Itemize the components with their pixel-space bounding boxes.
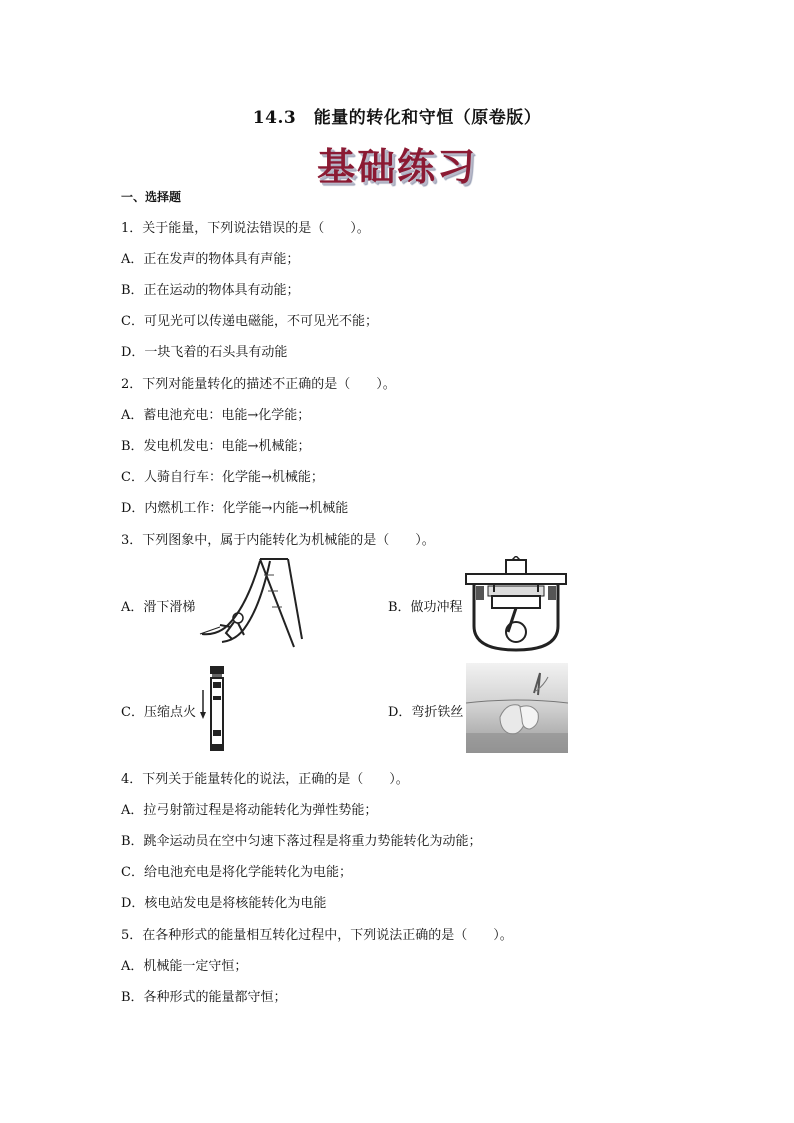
question-2-option-c: C．人骑自行车：化学能→机械能； <box>121 470 324 485</box>
question-4-stem: 4．下列关于能量转化的说法，正确的是（ ）。 <box>121 772 409 787</box>
question-1-option-d: D．一块飞着的石头具有动能 <box>121 345 288 360</box>
question-3-option-a: A．滑下滑梯 <box>121 600 196 615</box>
question-3-option-b: B．做功冲程 <box>388 600 463 615</box>
question-5-stem: 5．在各种形式的能量相互转化过程中，下列说法正确的是（ ）。 <box>121 928 513 943</box>
question-3-option-c: C．压缩点火 <box>121 705 196 720</box>
bending-wire-illustration <box>466 663 568 753</box>
question-2-option-d: D．内燃机工作：化学能→内能→机械能 <box>121 501 349 516</box>
question-3-stem: 3．下列图象中，属于内能转化为机械能的是（ ）。 <box>121 533 435 548</box>
question-2-option-b: B．发电机发电：电能→机械能； <box>121 439 311 454</box>
question-1-option-b: B．正在运动的物体具有动能； <box>121 283 300 298</box>
question-5-option-a: A．机械能一定守恒； <box>121 959 248 974</box>
question-4-option-b: B．跳伞运动员在空中匀速下落过程是将重力势能转化为动能； <box>121 834 482 849</box>
banner-heading: 基础练习 <box>316 145 477 189</box>
document-title: 14.3 能量的转化和守恒（原卷版） <box>252 108 542 128</box>
question-4-option-c: C．给电池充电是将化学能转化为电能； <box>121 865 352 880</box>
question-1-option-a: A．正在发声的物体具有声能； <box>121 252 300 267</box>
compression-ignition-illustration <box>198 664 234 752</box>
section-heading: 一、选择题 <box>121 190 182 204</box>
engine-power-stroke-illustration <box>464 556 568 653</box>
question-4-option-a: A．拉弓射箭过程是将动能转化为弹性势能； <box>121 803 378 818</box>
question-5-option-b: B．各种形式的能量都守恒； <box>121 990 287 1005</box>
question-2-stem: 2．下列对能量转化的描述不正确的是（ ）。 <box>121 377 396 392</box>
question-4-option-d: D．核电站发电是将核能转化为电能 <box>121 896 327 911</box>
question-1-stem: 1．关于能量，下列说法错误的是（ ）。 <box>121 221 370 236</box>
question-3-option-d: D．弯折铁丝 <box>388 705 464 720</box>
slide-illustration <box>198 555 306 649</box>
question-2-option-a: A．蓄电池充电：电能→化学能； <box>121 408 311 423</box>
question-1-option-c: C．可见光可以传递电磁能，不可见光不能； <box>121 314 378 329</box>
